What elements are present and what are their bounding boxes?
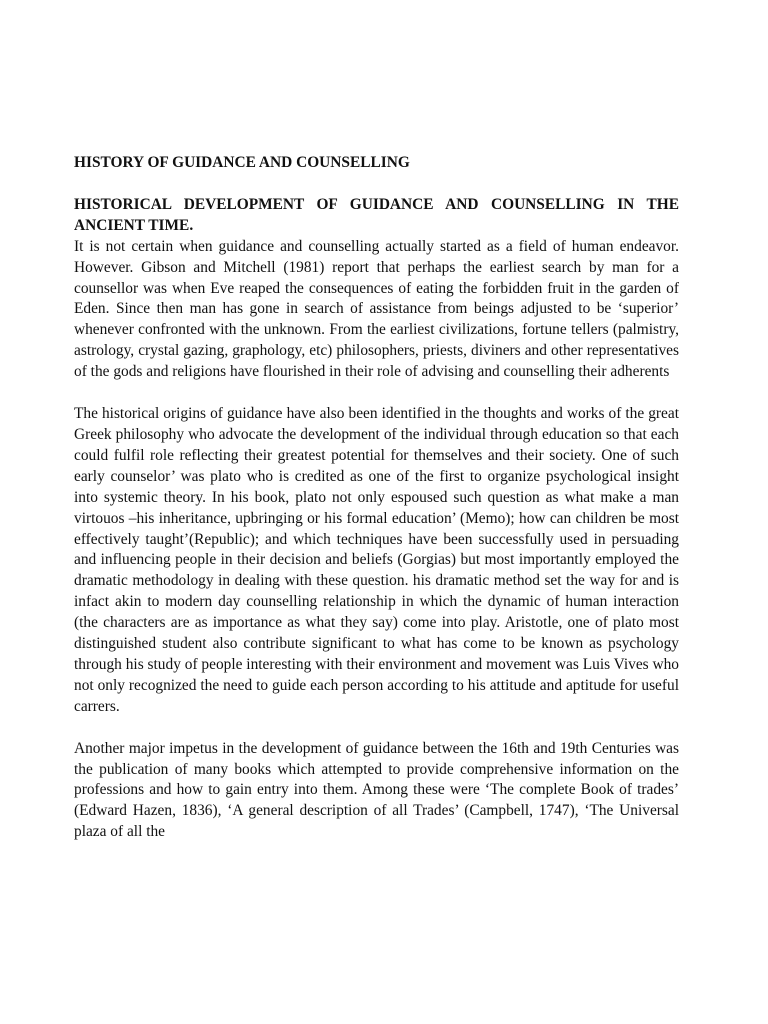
paragraph-origins: It is not certain when guidance and counselling actually started as a field of human endeavor. However. Gibson and Mitchell (1981) report that perhaps the earliest search by man for a counsellor was when Eve reaped the consequences of eating the forbidden fruit in the garden of Eden. Since then man has gone in search of assistance from beings adjusted to be ‘superior’ whenever confronted with the unknown. From the earliest civilizations, fortune tellers (palmistry, astrology, crystal gazing, graphology, etc) philosophers, priests, diviners and other representatives of the gods and religions have flourished in their role of advising and counselling their adherents xyxy=(74,237,679,381)
document-page xyxy=(74,153,679,843)
section-heading: HISTORICAL DEVELOPMENT OF GUIDANCE AND COUNSELLING IN THE ANCIENT TIME. xyxy=(74,195,679,234)
paragraph-publications: Another major impetus in the development of guidance between the 16th and 19th Centuries was the publication of many books which attempted to provide comprehensive information on the professions and how to gain entry into them. Among these were ‘The complete Book of trades’ (Edward Hazen, 1836), ‘A general description of all Trades’ (Campbell, 1747), ‘The Universal plaza of all the xyxy=(74,739,679,841)
paragraph-greek-philosophy: The historical origins of guidance have also been identified in the thoughts and works of the great Greek philosophy who advocate the development of the individual through education so that each could fulfil role reflecting their greatest potential for themselves and their society. One of such early counselor’ was plato who is credited as one of the first to organize psychological insight into systemic theory. In his book, plato not only espoused such question as what make a man virtouos –his inheritance, upbringing or his formal education’ (Memo); how can children be most effectively taught’(Republic); and which techniques have been successfully used in persuading and influencing people in their decision and beliefs (Gorgias) but most importantly employed the dramatic methodology in dealing with these question. his dramatic method set the way for and is infact akin to modern day counselling relationship in which the dynamic of human interaction (the characters are as importance as what they say) come into play. Aristotle, one of plato most distinguished student also contribute significant to what has come to be known as psychology through his study of people interesting with their environment and movement was Luis Vives who not only recognized the need to guide each person according to his attitude and aptitude for useful carrers. xyxy=(74,405,679,715)
document-title: HISTORY OF GUIDANCE AND COUNSELLING xyxy=(74,154,410,171)
